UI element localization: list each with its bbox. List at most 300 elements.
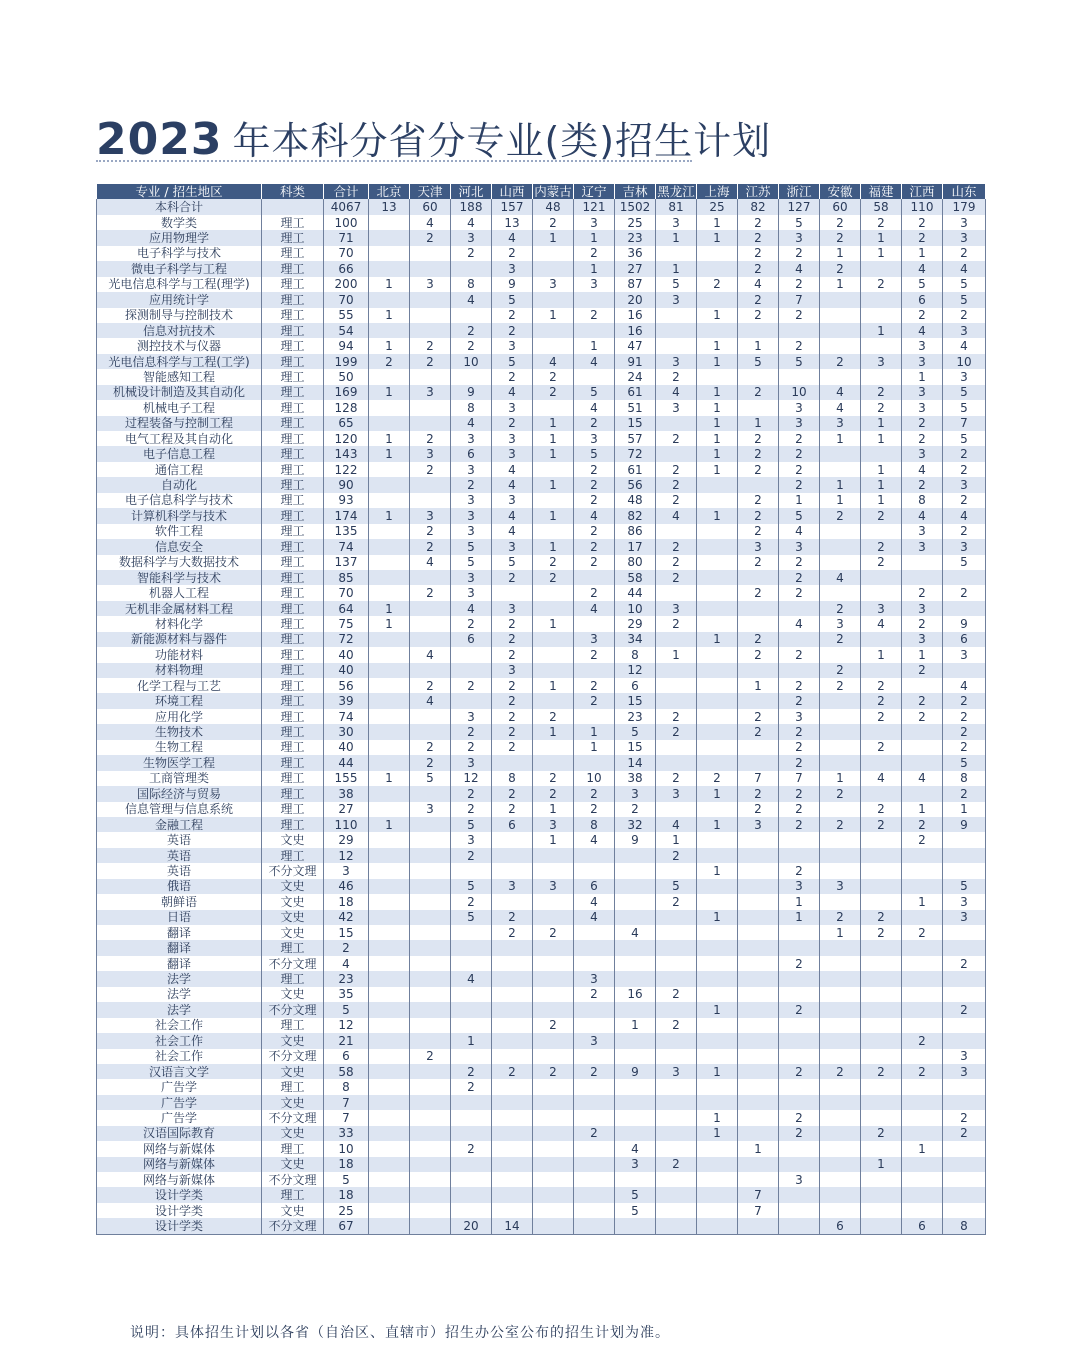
quota-cell — [533, 910, 574, 925]
quota-cell: 3 — [656, 786, 697, 801]
quota-cell — [861, 1187, 902, 1202]
quota-cell: 1 — [656, 832, 697, 847]
quota-cell: 5 — [324, 1172, 369, 1187]
quota-cell — [369, 1110, 410, 1125]
quota-cell — [369, 323, 410, 338]
quota-cell: 2 — [492, 323, 533, 338]
table-row — [97, 1095, 986, 1110]
quota-cell: 2 — [533, 925, 574, 940]
quota-cell — [656, 1141, 697, 1156]
quota-cell — [902, 1002, 943, 1017]
quota-cell: 3 — [820, 416, 861, 431]
quota-cell — [779, 832, 820, 847]
major-name-cell: 社会工作 — [97, 1033, 262, 1048]
major-name-cell: 网络与新媒体 — [97, 1157, 262, 1172]
quota-cell: 6 — [615, 678, 656, 693]
category-cell: 理工 — [262, 1018, 324, 1033]
quota-cell: 44 — [324, 755, 369, 770]
quota-cell: 1 — [820, 771, 861, 786]
major-name-cell: 网络与新媒体 — [97, 1172, 262, 1187]
quota-cell — [902, 555, 943, 570]
table-row — [97, 1110, 986, 1125]
quota-cell: 155 — [324, 771, 369, 786]
quota-cell — [738, 570, 779, 585]
quota-cell: 4 — [451, 292, 492, 307]
quota-cell: 2 — [738, 446, 779, 461]
quota-cell — [697, 477, 738, 492]
quota-cell: 87 — [615, 277, 656, 292]
quota-cell: 3 — [861, 601, 902, 616]
quota-cell — [820, 647, 861, 662]
quota-cell: 1 — [861, 477, 902, 492]
quota-cell: 16 — [615, 308, 656, 323]
major-name-cell: 金融工程 — [97, 817, 262, 832]
quota-cell: 7 — [324, 1095, 369, 1110]
table-row — [97, 570, 986, 585]
table-row — [97, 1079, 986, 1094]
quota-cell — [861, 724, 902, 739]
quota-cell: 2 — [820, 632, 861, 647]
quota-cell — [369, 570, 410, 585]
quota-cell — [656, 246, 697, 261]
table-row — [97, 1018, 986, 1033]
quota-cell: 1 — [369, 616, 410, 631]
quota-cell: 3 — [574, 632, 615, 647]
category-cell — [262, 199, 324, 214]
quota-cell: 2 — [574, 693, 615, 708]
major-name-cell: 化学工程与工艺 — [97, 678, 262, 693]
quota-cell — [369, 230, 410, 245]
quota-cell: 5 — [615, 724, 656, 739]
quota-cell — [779, 1049, 820, 1064]
category-cell: 理工 — [262, 477, 324, 492]
quota-cell: 2 — [902, 616, 943, 631]
quota-cell — [697, 1018, 738, 1033]
quota-cell: 3 — [492, 338, 533, 353]
quota-cell: 40 — [324, 740, 369, 755]
category-cell: 理工 — [262, 462, 324, 477]
quota-cell — [369, 1095, 410, 1110]
quota-cell: 2 — [410, 585, 451, 600]
quota-cell: 4067 — [324, 199, 369, 214]
quota-cell: 36 — [615, 246, 656, 261]
quota-cell — [820, 755, 861, 770]
quota-cell: 1 — [656, 647, 697, 662]
quota-cell: 2 — [902, 832, 943, 847]
quota-cell — [369, 1049, 410, 1064]
quota-cell — [697, 1203, 738, 1218]
quota-cell — [861, 1172, 902, 1187]
quota-cell: 2 — [943, 462, 986, 477]
quota-cell — [697, 555, 738, 570]
quota-cell — [902, 1172, 943, 1187]
quota-cell: 4 — [492, 508, 533, 523]
category-cell: 文史 — [262, 987, 324, 1002]
quota-cell — [861, 832, 902, 847]
quota-cell: 3 — [451, 570, 492, 585]
category-cell: 理工 — [262, 308, 324, 323]
quota-cell — [369, 755, 410, 770]
quota-cell — [533, 493, 574, 508]
quota-cell: 174 — [324, 508, 369, 523]
quota-cell: 60 — [410, 199, 451, 214]
quota-cell: 61 — [615, 462, 656, 477]
quota-cell — [656, 446, 697, 461]
category-cell: 文史 — [262, 910, 324, 925]
quota-cell — [369, 1079, 410, 1094]
quota-cell: 4 — [738, 277, 779, 292]
quota-cell: 2 — [533, 786, 574, 801]
quota-cell — [861, 369, 902, 384]
quota-cell: 70 — [324, 292, 369, 307]
quota-cell: 2 — [779, 308, 820, 323]
category-cell: 理工 — [262, 369, 324, 384]
quota-cell — [410, 709, 451, 724]
category-cell: 文史 — [262, 879, 324, 894]
quota-cell: 2 — [779, 277, 820, 292]
quota-cell: 2 — [656, 1018, 697, 1033]
quota-cell — [369, 1033, 410, 1048]
quota-cell: 23 — [615, 230, 656, 245]
quota-cell: 1502 — [615, 199, 656, 214]
quota-cell — [902, 971, 943, 986]
major-name-cell: 过程装备与控制工程 — [97, 416, 262, 431]
quota-cell — [410, 292, 451, 307]
table-row — [97, 1203, 986, 1218]
quota-cell: 3 — [779, 879, 820, 894]
quota-cell: 3 — [902, 632, 943, 647]
quota-cell — [410, 956, 451, 971]
quota-cell: 1 — [451, 1033, 492, 1048]
quota-cell — [410, 632, 451, 647]
quota-cell: 58 — [324, 1064, 369, 1079]
table-row — [97, 925, 986, 940]
quota-cell — [738, 910, 779, 925]
quota-cell — [492, 1172, 533, 1187]
quota-cell: 2 — [943, 446, 986, 461]
quota-cell: 2 — [533, 385, 574, 400]
quota-cell — [738, 1095, 779, 1110]
quota-cell — [369, 524, 410, 539]
quota-cell — [943, 1079, 986, 1094]
quota-cell: 10 — [943, 354, 986, 369]
quota-cell: 4 — [410, 215, 451, 230]
quota-cell: 18 — [324, 894, 369, 909]
category-cell: 理工 — [262, 416, 324, 431]
quota-cell: 2 — [738, 724, 779, 739]
quota-cell: 2 — [533, 771, 574, 786]
quota-cell: 6 — [820, 1218, 861, 1234]
column-header: 浙江 — [779, 184, 820, 199]
quota-cell — [656, 1002, 697, 1017]
quota-cell — [820, 1033, 861, 1048]
quota-cell — [369, 848, 410, 863]
quota-cell — [902, 1126, 943, 1141]
category-cell: 理工 — [262, 1079, 324, 1094]
category-cell: 不分文理 — [262, 1218, 324, 1234]
quota-cell — [492, 863, 533, 878]
quota-cell: 3 — [451, 709, 492, 724]
quota-cell — [369, 894, 410, 909]
quota-cell: 1 — [697, 508, 738, 523]
quota-cell — [779, 1018, 820, 1033]
quota-cell: 2 — [656, 616, 697, 631]
quota-cell: 4 — [820, 385, 861, 400]
major-name-cell: 英语 — [97, 848, 262, 863]
quota-cell — [902, 740, 943, 755]
quota-cell: 2 — [492, 647, 533, 662]
category-cell: 理工 — [262, 848, 324, 863]
quota-cell: 7 — [738, 1203, 779, 1218]
quota-cell: 8 — [492, 771, 533, 786]
quota-cell — [369, 925, 410, 940]
quota-cell: 2 — [902, 709, 943, 724]
quota-cell: 3 — [902, 524, 943, 539]
quota-cell: 18 — [324, 1157, 369, 1172]
quota-cell: 12 — [451, 771, 492, 786]
column-header: 福建 — [861, 184, 902, 199]
quota-cell: 2 — [656, 493, 697, 508]
quota-cell: 2 — [738, 555, 779, 570]
quota-cell — [410, 987, 451, 1002]
category-cell: 不分文理 — [262, 1002, 324, 1017]
category-cell: 理工 — [262, 585, 324, 600]
quota-cell — [697, 616, 738, 631]
major-name-cell: 数据科学与大数据技术 — [97, 555, 262, 570]
quota-cell: 2 — [574, 786, 615, 801]
quota-cell — [533, 323, 574, 338]
quota-cell: 2 — [902, 431, 943, 446]
quota-cell: 1 — [656, 230, 697, 245]
category-cell: 不分文理 — [262, 956, 324, 971]
quota-cell — [820, 462, 861, 477]
quota-cell: 5 — [943, 385, 986, 400]
table-row — [97, 832, 986, 847]
quota-cell — [369, 215, 410, 230]
quota-cell — [697, 755, 738, 770]
column-header: 江苏 — [738, 184, 779, 199]
quota-cell: 2 — [492, 1064, 533, 1079]
quota-cell — [861, 292, 902, 307]
quota-cell: 2 — [410, 524, 451, 539]
quota-cell: 1 — [902, 802, 943, 817]
quota-cell: 4 — [656, 385, 697, 400]
quota-cell — [533, 1157, 574, 1172]
quota-cell: 2 — [656, 369, 697, 384]
quota-cell: 2 — [451, 338, 492, 353]
quota-cell — [779, 1141, 820, 1156]
quota-cell: 3 — [451, 832, 492, 847]
quota-cell — [492, 1049, 533, 1064]
quota-cell — [738, 755, 779, 770]
quota-cell: 4 — [779, 616, 820, 631]
quota-cell: 5 — [738, 354, 779, 369]
quota-cell: 2 — [820, 261, 861, 276]
quota-cell: 4 — [492, 230, 533, 245]
quota-cell: 5 — [574, 385, 615, 400]
quota-cell: 9 — [943, 616, 986, 631]
quota-cell — [369, 1002, 410, 1017]
quota-cell: 2 — [861, 215, 902, 230]
table-row — [97, 1126, 986, 1141]
quota-cell — [492, 971, 533, 986]
table-row — [97, 1002, 986, 1017]
quota-cell — [451, 647, 492, 662]
quota-cell: 2 — [697, 277, 738, 292]
quota-cell — [369, 539, 410, 554]
quota-cell: 2 — [779, 446, 820, 461]
quota-cell: 2 — [820, 817, 861, 832]
quota-cell: 4 — [861, 771, 902, 786]
category-cell: 理工 — [262, 570, 324, 585]
quota-cell — [574, 709, 615, 724]
quota-cell: 3 — [943, 369, 986, 384]
quota-cell: 2 — [738, 230, 779, 245]
quota-cell: 70 — [324, 246, 369, 261]
quota-cell — [533, 848, 574, 863]
quota-cell: 3 — [943, 477, 986, 492]
quota-cell — [738, 1172, 779, 1187]
quota-cell — [369, 956, 410, 971]
quota-cell: 6 — [324, 1049, 369, 1064]
quota-cell — [697, 693, 738, 708]
quota-cell — [369, 1172, 410, 1187]
quota-cell — [451, 1049, 492, 1064]
quota-cell — [738, 601, 779, 616]
quota-cell: 1 — [861, 323, 902, 338]
quota-cell: 2 — [861, 539, 902, 554]
quota-cell: 47 — [615, 338, 656, 353]
quota-cell: 1 — [779, 894, 820, 909]
quota-cell: 2 — [574, 524, 615, 539]
quota-cell: 2 — [902, 663, 943, 678]
quota-cell: 1 — [533, 802, 574, 817]
quota-cell — [861, 663, 902, 678]
major-name-cell: 信息对抗技术 — [97, 323, 262, 338]
quota-cell — [369, 693, 410, 708]
quota-cell — [779, 987, 820, 1002]
quota-cell: 1 — [779, 493, 820, 508]
quota-cell — [574, 292, 615, 307]
category-cell: 理工 — [262, 1187, 324, 1202]
major-name-cell: 日语 — [97, 910, 262, 925]
quota-cell — [492, 1018, 533, 1033]
table-row — [97, 585, 986, 600]
quota-cell: 1 — [533, 832, 574, 847]
quota-cell: 3 — [820, 616, 861, 631]
quota-cell: 3 — [656, 354, 697, 369]
quota-cell — [533, 663, 574, 678]
quota-cell: 2 — [451, 1141, 492, 1156]
quota-cell — [861, 971, 902, 986]
table-row — [97, 910, 986, 925]
quota-cell — [861, 956, 902, 971]
quota-cell: 5 — [492, 354, 533, 369]
quota-cell — [615, 1095, 656, 1110]
quota-cell: 1 — [861, 431, 902, 446]
quota-cell: 3 — [451, 462, 492, 477]
column-header: 内蒙古 — [534, 184, 572, 199]
quota-cell: 2 — [779, 462, 820, 477]
major-name-cell: 社会工作 — [97, 1049, 262, 1064]
quota-cell: 1 — [369, 817, 410, 832]
quota-cell: 2 — [451, 616, 492, 631]
category-cell: 理工 — [262, 524, 324, 539]
quota-cell: 6 — [902, 292, 943, 307]
quota-cell: 2 — [574, 585, 615, 600]
quota-cell: 48 — [533, 199, 574, 214]
quota-cell — [697, 678, 738, 693]
quota-cell: 2 — [943, 1110, 986, 1125]
quota-cell: 4 — [324, 956, 369, 971]
quota-cell — [861, 1079, 902, 1094]
quota-cell — [615, 863, 656, 878]
quota-cell: 2 — [656, 570, 697, 585]
major-name-cell: 英语 — [97, 863, 262, 878]
quota-cell — [697, 1218, 738, 1234]
quota-cell: 2 — [451, 1064, 492, 1079]
quota-cell — [738, 971, 779, 986]
column-header: 吉林 — [615, 184, 656, 199]
quota-cell: 46 — [324, 879, 369, 894]
table-row — [97, 246, 986, 261]
quota-cell — [369, 832, 410, 847]
quota-cell — [697, 1141, 738, 1156]
major-name-cell: 汉语国际教育 — [97, 1126, 262, 1141]
table-row — [97, 215, 986, 230]
quota-cell — [697, 570, 738, 585]
quota-cell: 2 — [779, 1110, 820, 1125]
quota-cell — [533, 338, 574, 353]
quota-cell: 1 — [738, 678, 779, 693]
quota-cell: 3 — [902, 400, 943, 415]
quota-cell — [656, 1203, 697, 1218]
quota-cell: 2 — [410, 539, 451, 554]
quota-cell — [861, 1018, 902, 1033]
quota-cell — [369, 910, 410, 925]
quota-cell: 3 — [533, 277, 574, 292]
quota-cell — [369, 786, 410, 801]
quota-cell: 9 — [615, 1064, 656, 1079]
quota-cell — [656, 940, 697, 955]
quota-cell: 3 — [492, 400, 533, 415]
quota-cell: 10 — [574, 771, 615, 786]
quota-cell: 4 — [574, 601, 615, 616]
quota-cell: 2 — [574, 1126, 615, 1141]
quota-cell: 2 — [943, 709, 986, 724]
quota-cell — [697, 802, 738, 817]
quota-cell: 39 — [324, 693, 369, 708]
quota-cell: 3 — [615, 1157, 656, 1172]
quota-cell — [697, 848, 738, 863]
quota-cell: 5 — [902, 277, 943, 292]
quota-cell — [656, 755, 697, 770]
quota-cell: 2 — [533, 1064, 574, 1079]
quota-cell — [533, 740, 574, 755]
quota-cell — [697, 1172, 738, 1187]
quota-cell: 2 — [902, 1033, 943, 1048]
major-name-cell: 电气工程及其自动化 — [97, 431, 262, 446]
quota-cell — [410, 1079, 451, 1094]
column-header: 天津 — [410, 184, 451, 199]
table-row — [97, 446, 986, 461]
quota-cell — [943, 940, 986, 955]
quota-cell — [533, 292, 574, 307]
quota-cell — [861, 1095, 902, 1110]
table-row — [97, 369, 986, 384]
quota-cell: 2 — [533, 709, 574, 724]
quota-cell: 72 — [324, 632, 369, 647]
